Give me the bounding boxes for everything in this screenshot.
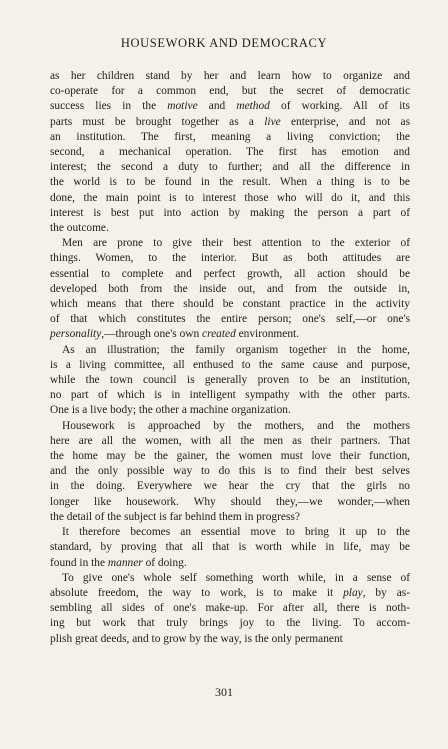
text-run: longer like housework. Why should they,—we wonder,—when [50,495,410,508]
text-line [50,449,410,464]
text-run: things. Women, to the interior. But as both attitudes are [50,252,410,265]
text-line [50,434,410,449]
text-line [50,479,410,494]
text-line [50,69,410,84]
text-run: Housework is approached by the mothers, and the mothers [62,419,410,432]
text-run: plish great deeds, and to grow by the way, is the only permanent [50,632,343,645]
text-run: the outcome. [50,222,109,235]
body-text [50,69,410,647]
text-line [50,251,410,266]
text-line [50,358,410,373]
text-line [50,99,410,114]
paragraph [50,236,410,342]
italic-text: motive [167,100,198,113]
italic-text: method [236,100,270,113]
paragraph [50,419,410,525]
text-line [50,327,410,342]
text-line [50,115,410,130]
text-line [50,403,410,418]
text-run: and [197,100,237,113]
text-run: which means that there should be constant practice in the activity [50,298,410,311]
text-line [50,525,410,540]
text-run: interest is best put into action by making the person a part of [50,206,410,219]
text-run: absolute freedom, the way to work, is to make it [50,586,344,599]
text-run: no part of which is in intelligent sympathy with the other parts. [50,389,410,402]
text-run: an institution. The first, meaning a living conviction; the [50,130,410,143]
text-run: the detail of the subject is far behind them in progress? [50,510,300,523]
text-run: the world is to be found in the result. When a thing is to be [50,176,410,189]
text-run: ing but work that truly brings joy to the living. To accom- [50,617,410,630]
text-run: here are all the women, with all the men as their partners. That [50,434,410,447]
text-line [50,632,410,647]
text-run: sembling all sides of one's make-up. For after all, there is noth- [50,602,410,615]
text-line [50,282,410,297]
text-line [50,160,410,175]
text-run: parts must be brought together as a [50,115,265,128]
text-line [50,221,410,236]
text-run: second, a mechanical operation. The first has emotion and [50,146,410,159]
paragraph [50,343,410,419]
italic-text: personality [50,328,102,341]
text-run: essential to complete and perfect growth, all action should be [50,267,410,280]
text-line [50,191,410,206]
text-run: as her children stand by her and learn how to organize and [50,70,410,82]
text-line [50,206,410,221]
text-line [50,586,410,601]
italic-text: play [343,586,363,599]
text-line [50,571,410,586]
running-head: HOUSEWORK AND DEMOCRACY [120,36,328,50]
text-run: in the doing. Everywhere we hear the cry that the girls no [50,480,410,493]
text-line [50,297,410,312]
paragraph [50,571,410,647]
text-line [50,556,410,571]
paragraph [50,525,410,571]
text-run: of doing. [142,556,187,569]
text-line [50,510,410,525]
text-run: success lies in the [50,100,168,113]
text-line [50,419,410,434]
text-line [50,373,410,388]
text-line [50,130,410,145]
text-run: As an illustration; the family organism together in the home, [62,343,410,356]
text-run: developed both from the inside out, and from the outside in, [50,282,410,295]
text-run: environment. [235,328,300,341]
text-run: Men are prone to give their best attention to the exterior of [62,237,410,250]
text-line [50,540,410,555]
text-run: the home may be the gainer, the women must love their function, [50,450,410,463]
text-line [50,495,410,510]
italic-text: created [202,328,236,341]
text-run: One is a live body; the other a machine organization. [50,404,291,417]
text-run: It therefore becomes an essential move to bring it up to the [62,526,410,539]
text-run: while the town council is generally proven to be an institution, [50,374,410,387]
text-run: ,—through one's own [101,328,203,341]
text-run: interest; the second a duty to further; and all the difference in [50,161,410,174]
text-run: , by as- [362,586,410,599]
italic-text: live [264,115,281,128]
text-run: co-operate for a common end, but the secret of democratic [50,85,410,98]
text-line [50,388,410,403]
text-line [50,616,410,631]
text-run: found in the [50,556,108,569]
italic-text: manner [107,556,143,569]
text-line [50,464,410,479]
text-line [50,175,410,190]
text-run: is a living committee, all enthused to the same cause and purpose, [50,358,410,371]
text-line [50,601,410,616]
text-line [50,84,410,99]
text-line [50,267,410,282]
text-run: of working. All of its [269,100,410,113]
text-run: enterprise, and not as [280,115,411,128]
text-run: standard, by proving that all that is worth while in life, may be [50,541,410,554]
text-run: of that which constitutes the entire person; one's self,—or one's [50,313,410,326]
text-line [50,312,410,327]
text-run: and the only possible way to do this is to find their best selves [50,465,410,478]
text-line [50,236,410,251]
text-line [50,343,410,358]
text-run: To give one's whole self something worth while, in a sense of [62,571,410,584]
paragraph [50,69,410,236]
text-run: done, the main point is to interest those who will do it, and this [50,191,410,204]
page-number: 301 [215,685,233,699]
text-line [50,145,410,160]
